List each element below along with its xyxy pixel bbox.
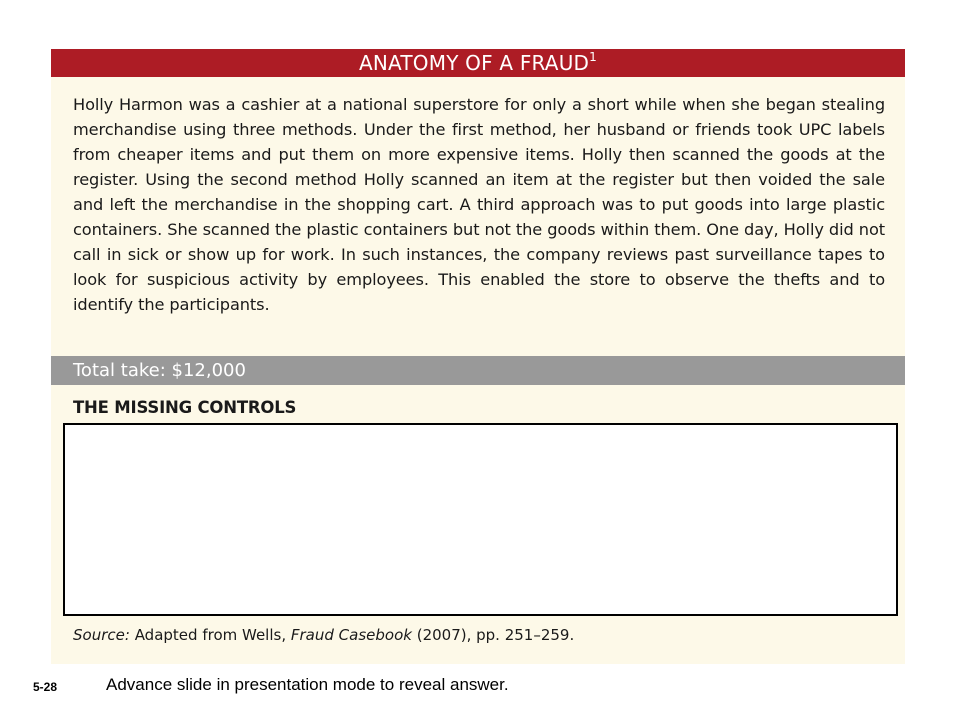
panel-title-bar [51, 49, 905, 77]
title-footnote-marker: 1 [589, 50, 597, 65]
fraud-story-text: Holly Harmon was a cashier at a national superstore for only a short while when she began stealing merchandise using three methods. Under the first method, her husband or friends took UPC labels from cheaper items and put them on more expensive items. Holly then scanned the goods at the register. Using the second method Holly scanned an item at the register but then voided the sale and left the merchandise in the shopping cart. A third approach was to put goods into large plastic containers. She scanned the plastic containers but not the goods within them. One day, Holly did not call in sick or show up for work. In such instances, the company reviews past surveillance tapes to look for suspicious activity by employees. This enabled the store to observe the thefts and to identify the participants. [73, 95, 885, 314]
source-prefix: Adapted from Wells, [134, 626, 287, 644]
source-suffix: (2007), pp. 251–259. [416, 626, 575, 644]
answer-reveal-box [63, 423, 898, 616]
slide-number: 5-28 [33, 680, 58, 694]
panel-title: ANATOMY OF A FRAUD [359, 51, 590, 75]
missing-controls-heading: THE MISSING CONTROLS [73, 398, 297, 417]
fraud-case-panel [51, 49, 905, 664]
source-book-title: Fraud Casebook [290, 626, 412, 644]
source-label: Source: [73, 626, 130, 644]
total-take-bar [51, 356, 905, 385]
source-citation [73, 625, 574, 645]
presenter-note: Advance slide in presentation mode to reveal answer. [106, 675, 509, 694]
total-take-text: Total take: $12,000 [73, 360, 246, 381]
